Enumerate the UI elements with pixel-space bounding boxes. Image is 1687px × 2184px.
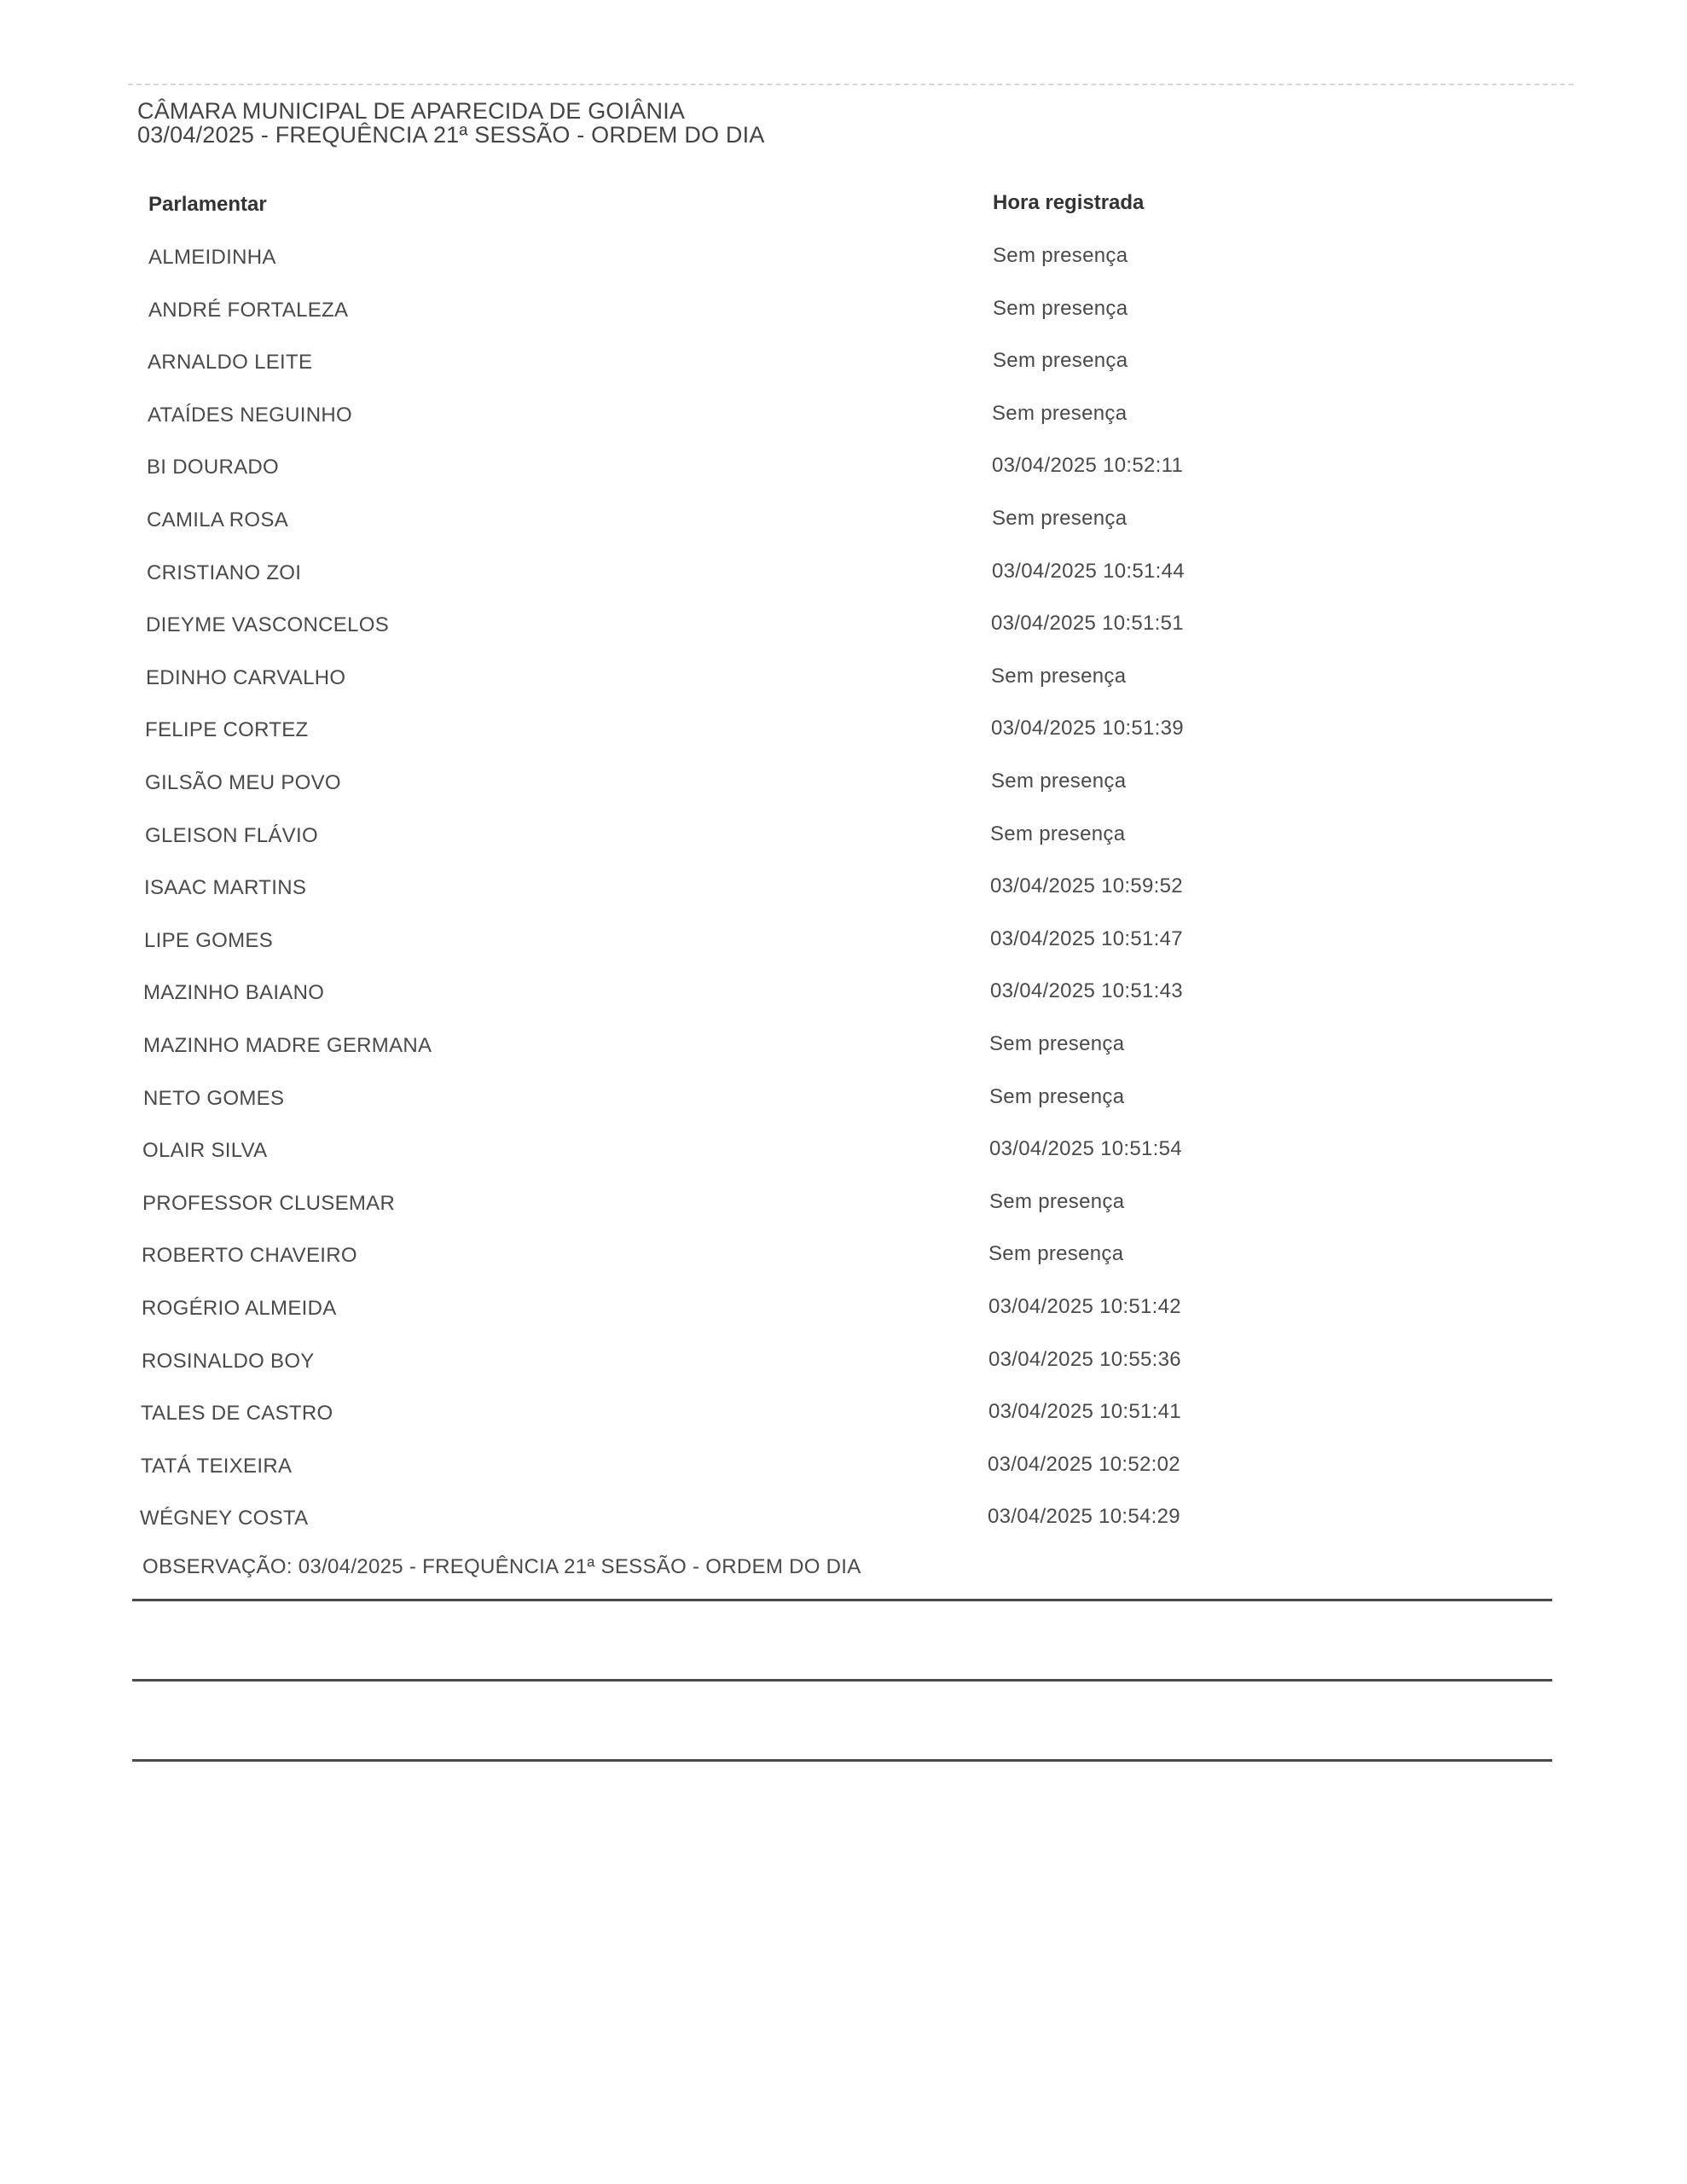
hora-registrada: Sem presença [989, 1032, 1125, 1055]
hora-registrada: Sem presença [988, 1242, 1124, 1265]
parlamentar-name: ANDRÉ FORTALEZA [148, 299, 349, 322]
parlamentar-name: GLEISON FLÁVIO [145, 824, 318, 847]
parlamentar-name: FELIPE CORTEZ [145, 718, 309, 741]
document-header [137, 99, 765, 147]
parlamentar-name: ISAAC MARTINS [144, 876, 307, 899]
observation-line: OBSERVAÇÃO: 03/04/2025 - FREQUÊNCIA 21ª SESSÃO - ORDEM DO DIA [142, 1555, 861, 1578]
parlamentar-name: ROBERTO CHAVEIRO [142, 1244, 357, 1267]
hora-registrada: 03/04/2025 10:51:47 [990, 927, 1183, 950]
hora-registrada: Sem presença [990, 822, 1126, 845]
parlamentar-name: WÉGNEY COSTA [140, 1507, 309, 1530]
parlamentar-name: TATÁ TEIXEIRA [141, 1455, 293, 1478]
hora-registrada: 03/04/2025 10:51:39 [991, 717, 1184, 740]
parlamentar-name: MAZINHO BAIANO [143, 981, 325, 1004]
parlamentar-name: TALES DE CASTRO [141, 1402, 333, 1425]
parlamentar-name: ARNALDO LEITE [148, 351, 313, 374]
hora-registrada: Sem presença [989, 1085, 1125, 1108]
parlamentar-name: CRISTIANO ZOI [147, 561, 302, 584]
parlamentar-name: EDINHO CARVALHO [146, 666, 346, 689]
parlamentar-name: PROFESSOR CLUSEMAR [142, 1192, 396, 1215]
parlamentar-name: CAMILA ROSA [147, 508, 289, 531]
signature-line [132, 1599, 1552, 1601]
hora-registrada: 03/04/2025 10:52:02 [988, 1453, 1180, 1476]
parlamentar-name: GILSÃO MEU POVO [145, 771, 341, 794]
hora-registrada: 03/04/2025 10:52:11 [992, 454, 1184, 477]
parlamentar-name: DIEYME VASCONCELOS [146, 613, 390, 636]
hora-registrada: 03/04/2025 10:55:36 [988, 1348, 1181, 1371]
hora-registrada: 03/04/2025 10:51:43 [990, 979, 1183, 1002]
hora-registrada: Sem presença [992, 402, 1128, 425]
signature-line [132, 1759, 1552, 1762]
parlamentar-name: ATAÍDES NEGUINHO [148, 404, 352, 427]
hora-registrada: Sem presença [991, 770, 1127, 793]
hora-registrada: 03/04/2025 10:59:52 [990, 874, 1183, 897]
parlamentar-name: NETO GOMES [143, 1087, 285, 1110]
column-header-parlamentar: Parlamentar [148, 193, 267, 216]
hora-registrada: 03/04/2025 10:51:42 [988, 1295, 1181, 1318]
hora-registrada: 03/04/2025 10:54:29 [988, 1505, 1180, 1528]
parlamentar-name: BI DOURADO [147, 456, 280, 479]
hora-registrada: Sem presença [993, 297, 1128, 320]
institution-title: CÂMARA MUNICIPAL DE APARECIDA DE GOIÂNIA [137, 98, 686, 124]
hora-registrada: Sem presença [989, 1190, 1125, 1213]
parlamentar-name: LIPE GOMES [144, 929, 274, 952]
hora-registrada: 03/04/2025 10:51:44 [992, 560, 1185, 583]
parlamentar-name: MAZINHO MADRE GERMANA [143, 1034, 432, 1057]
parlamentar-name: ALMEIDINHA [148, 246, 276, 269]
hora-registrada: Sem presença [991, 665, 1127, 688]
column-header-hora-registrada: Hora registrada [993, 191, 1145, 214]
hora-registrada: 03/04/2025 10:51:41 [988, 1400, 1181, 1423]
signature-line [132, 1679, 1552, 1682]
parlamentar-name: ROSINALDO BOY [142, 1350, 315, 1373]
hora-registrada: Sem presença [992, 507, 1128, 530]
hora-registrada: 03/04/2025 10:51:51 [991, 612, 1184, 635]
hora-registrada: 03/04/2025 10:51:54 [989, 1137, 1182, 1160]
parlamentar-name: ROGÉRIO ALMEIDA [142, 1297, 337, 1320]
parlamentar-name: OLAIR SILVA [142, 1139, 268, 1162]
top-divider [128, 84, 1574, 85]
session-title: 03/04/2025 - FREQUÊNCIA 21ª SESSÃO - ORDEM DO DIA [137, 122, 765, 148]
hora-registrada: Sem presença [993, 349, 1128, 372]
hora-registrada: Sem presença [993, 244, 1128, 267]
